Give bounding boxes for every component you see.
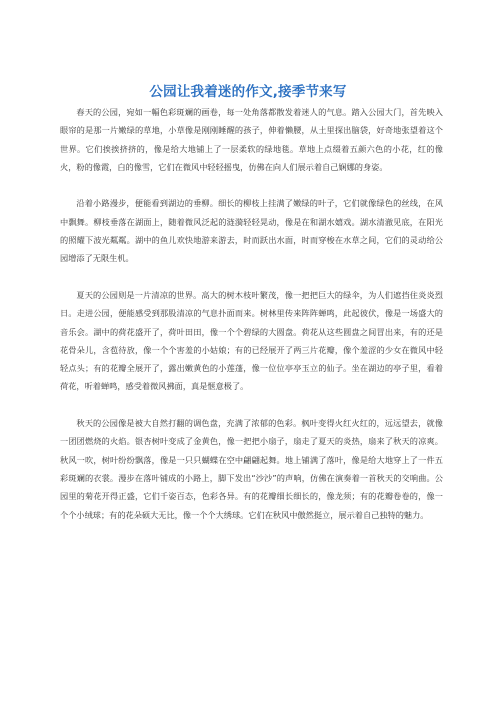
- paragraph-autumn: 秋天的公园像是被大自然打翻的调色盘，充满了浓郁的色彩。枫叶变得火红火红的，远远望去，就像一团团燃烧的火焰。银杏树叶变成了金黄色，像一把把小扇子，扇走了夏天的炎热，扇来了秋天的凉爽。秋风一吹，树叶纷纷飘落，像是一只只蝴蝶在空中翩翩起舞。地上铺满了落叶，像是给大地穿上了一件五彩斑斓的衣裳。漫步在落叶铺成的小路上，脚下发出“沙沙”的声响，仿佛在演奏着一首秋天的交响曲。公园里的菊花开得正盛，它们千姿百态，色彩各异。有的花瓣细长细长的，像龙须；有的花瓣卷卷的，像一个个小绒球；有的花朵硕大无比，像一个个大绣球。它们在秋风中傲然挺立，展示着自己独特的魅力。: [60, 418, 443, 520]
- paragraph-spring: 春天的公园，宛如一幅色彩斑斓的画卷，每一处角落都散发着迷人的气息。踏入公园大门，首先映入眼帘的是那一片嫩绿的草地，小草像是刚刚睡醒的孩子，伸着懒腰，从土里探出脑袋，好奇地张望着这个世界。它们挨挨挤挤的，像是给大地铺上了一层柔软的绿地毯。草地上点缀着五颜六色的小花，红的像火，粉的像霞，白的像雪，它们在微风中轻轻摇曳，仿佛在向人们展示着自己娴娜的身姿。: [60, 107, 443, 172]
- document-title: 公园让我着迷的作文,接季节来写: [149, 84, 347, 100]
- paragraph-lake: 沿着小路漫步，便能看到湖边的垂柳。细长的柳枝上挂满了嫩绿的叶子，它们就像绿色的丝线，在风中飘舞。柳枝垂落在湖面上，随着微风泛起的涟漪轻轻晃动，像是在和湖水嬉戏。湖水清澈见底，在阳光的照耀下波光粼粼。湖中的鱼儿欢快地游来游去，时而跃出水面，时而穿梭在水草之间，它们的灵动给公园增添了无限生机。: [60, 198, 443, 264]
- document-body: [60, 103, 443, 524]
- paragraph-summer: 夏天的公园则是一片清凉的世界。高大的树木枝叶繁茂，像一把把巨大的绿伞，为人们遮挡住炎炎烈日。走进公园，便能感受到那股清凉的气息扑面而来。树林里传来阵阵蝉鸣，此起彼伏，像是一场盛大的音乐会。湖中的荷花盛开了，荷叶田田，像一个个碧绿的大圆盘。荷花从这些圆盘之间冒出来，有的还是花骨朵儿，含苞待放，像一个个害羞的小姑娘；有的已经展开了两三片花瓣，像个羞涩的少女在微风中轻轻点头；有的花瓣全展开了，露出嫩黄色的小莲蓬，像一位位亭亭玉立的仙子。坐在湖边的亭子里，看着荷花，听着蝉鸣，感受着微风拂面，真是惬意极了。: [60, 289, 443, 392]
